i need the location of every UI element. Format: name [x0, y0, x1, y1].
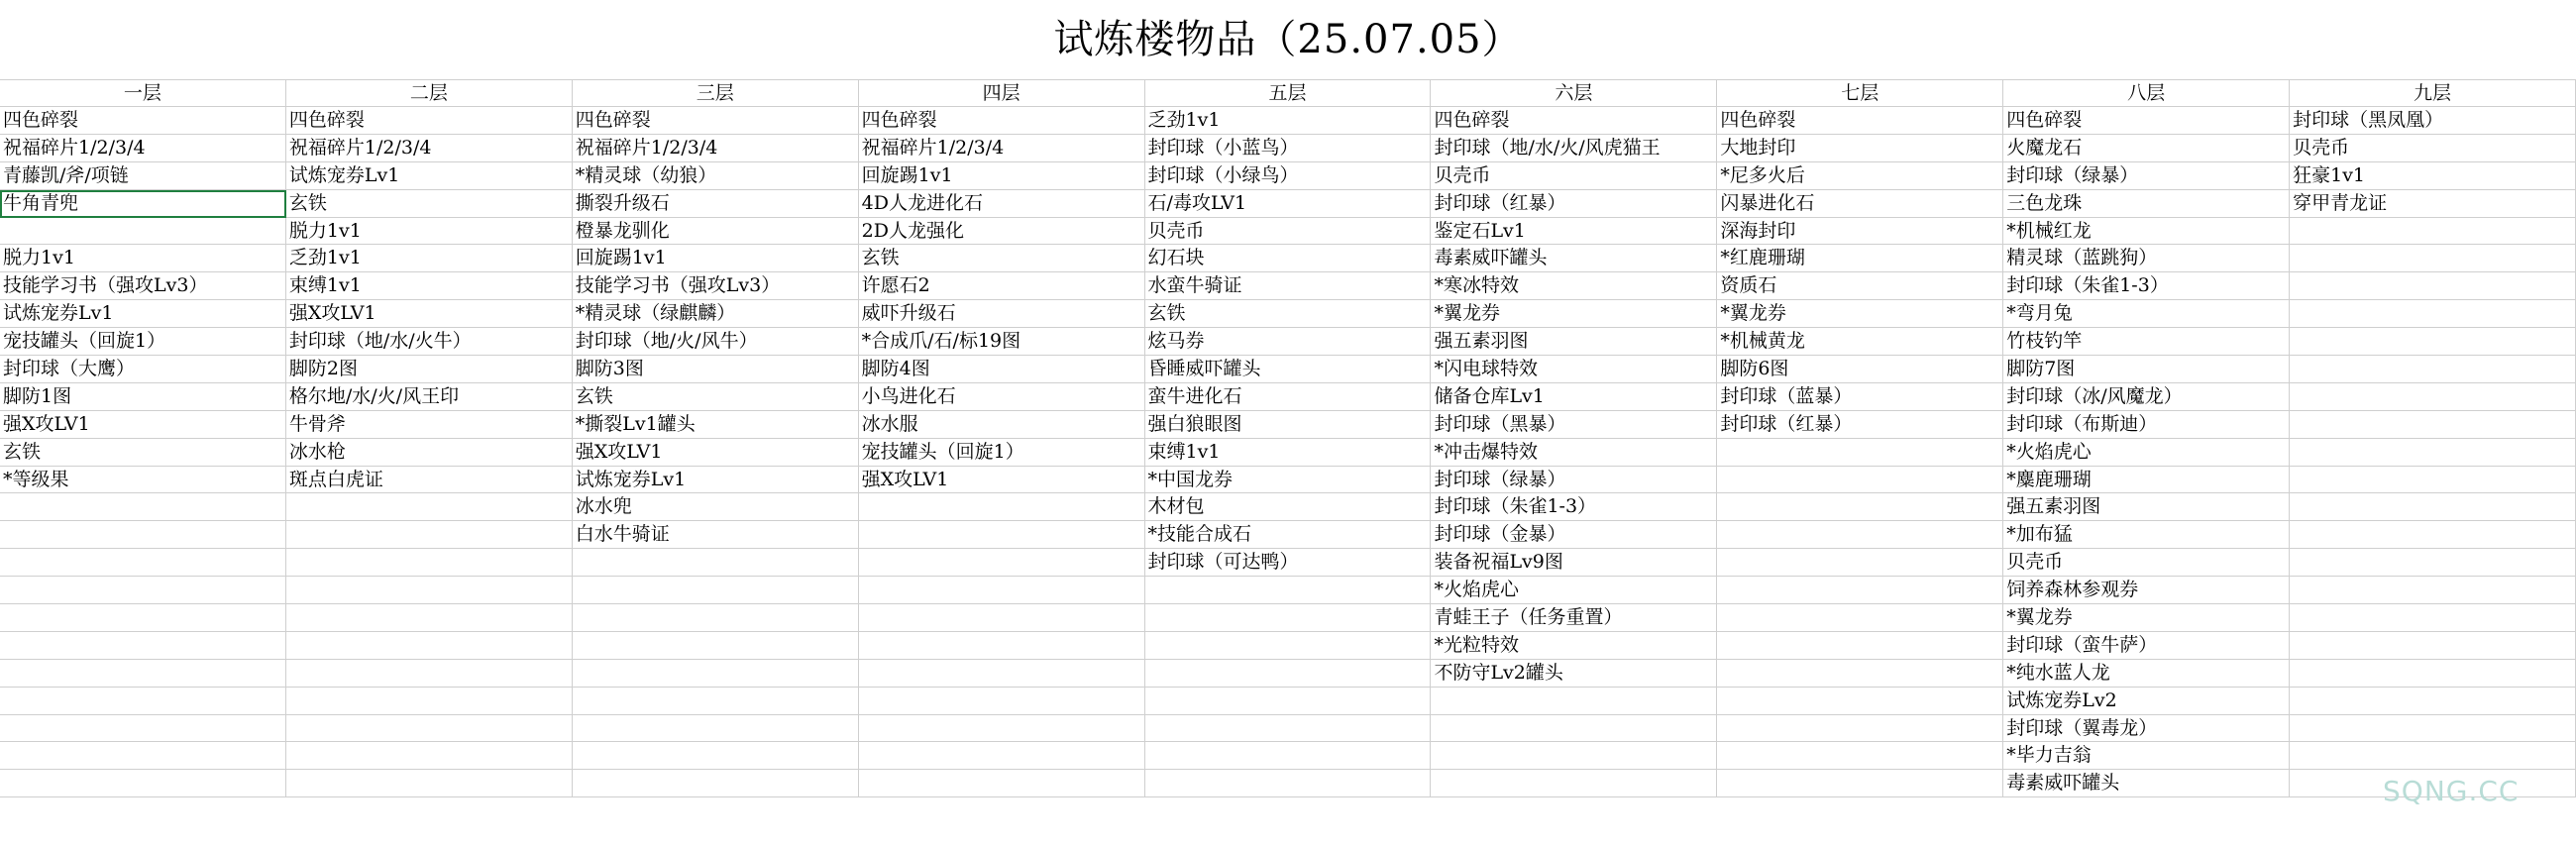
table-cell[interactable]: 贝壳币	[2003, 549, 2290, 577]
table-cell[interactable]: 强五素羽图	[2003, 493, 2290, 521]
table-cell[interactable]	[859, 688, 1145, 715]
table-cell[interactable]	[2290, 356, 2576, 383]
table-cell[interactable]	[573, 604, 859, 632]
table-cell[interactable]: 封印球（地/水/火牛）	[286, 328, 573, 356]
table-cell[interactable]	[573, 660, 859, 688]
table-cell[interactable]	[286, 715, 573, 743]
table-cell[interactable]	[573, 715, 859, 743]
table-cell[interactable]: 束缚1v1	[286, 272, 573, 300]
table-cell[interactable]: 幻石块	[1145, 245, 1432, 272]
table-cell[interactable]: 四色碎裂	[1717, 107, 2003, 135]
table-cell[interactable]: 封印球（蓝暴）	[1717, 383, 2003, 411]
table-cell[interactable]: 脚防1图	[0, 383, 286, 411]
column-header[interactable]: 八层	[2003, 79, 2290, 107]
table-cell[interactable]	[859, 493, 1145, 521]
table-cell[interactable]	[1717, 742, 2003, 770]
table-cell[interactable]: 四色碎裂	[859, 107, 1145, 135]
table-cell[interactable]: 2D人龙强化	[859, 218, 1145, 246]
table-cell[interactable]: 封印球（冰/风魔龙）	[2003, 383, 2290, 411]
table-cell[interactable]: 毒素威吓罐头	[1431, 245, 1717, 272]
table-cell[interactable]: *精灵球（幼狼）	[573, 162, 859, 190]
table-cell[interactable]: 封印球（绿暴）	[2003, 162, 2290, 190]
table-cell[interactable]: 水蛮牛骑证	[1145, 272, 1432, 300]
table-cell[interactable]: 贝壳币	[2290, 135, 2576, 162]
table-cell[interactable]	[1145, 770, 1432, 797]
table-cell[interactable]: 三色龙珠	[2003, 190, 2290, 218]
table-cell[interactable]: 回旋踢1v1	[859, 162, 1145, 190]
table-cell[interactable]	[1431, 770, 1717, 797]
table-cell[interactable]: 穿甲青龙证	[2290, 190, 2576, 218]
table-cell[interactable]: 冰水枪	[286, 439, 573, 467]
table-cell[interactable]: 试炼宠券Lv1	[0, 300, 286, 328]
table-cell[interactable]	[286, 660, 573, 688]
table-cell[interactable]: 封印球（大鹰）	[0, 356, 286, 383]
table-cell[interactable]	[286, 770, 573, 797]
table-cell[interactable]	[0, 549, 286, 577]
table-cell[interactable]: 封印球（黑凤凰）	[2290, 107, 2576, 135]
table-cell[interactable]	[859, 770, 1145, 797]
table-cell[interactable]	[0, 632, 286, 660]
table-cell[interactable]: 脚防6图	[1717, 356, 2003, 383]
table-cell[interactable]	[0, 688, 286, 715]
table-cell[interactable]	[2290, 660, 2576, 688]
table-cell[interactable]	[859, 632, 1145, 660]
table-cell[interactable]: 封印球（地/水/火/风虎猫王	[1431, 135, 1717, 162]
table-cell[interactable]: 玄铁	[859, 245, 1145, 272]
table-cell[interactable]	[1717, 467, 2003, 494]
table-cell[interactable]: 玄铁	[1145, 300, 1432, 328]
table-cell[interactable]: 技能学习书（强攻Lv3）	[573, 272, 859, 300]
table-cell[interactable]	[859, 742, 1145, 770]
table-cell[interactable]: 斑点白虎证	[286, 467, 573, 494]
table-cell[interactable]	[0, 493, 286, 521]
table-cell[interactable]: 封印球（布斯迪）	[2003, 411, 2290, 439]
table-cell[interactable]	[2290, 411, 2576, 439]
table-cell[interactable]	[1717, 632, 2003, 660]
table-cell[interactable]: 不防守Lv2罐头	[1431, 660, 1717, 688]
table-cell[interactable]: 封印球（翼毒龙）	[2003, 715, 2290, 743]
table-cell[interactable]: 强五素羽图	[1431, 328, 1717, 356]
table-cell[interactable]: 四色碎裂	[573, 107, 859, 135]
table-cell[interactable]	[286, 521, 573, 549]
table-cell[interactable]	[1431, 688, 1717, 715]
table-cell[interactable]: 玄铁	[0, 439, 286, 467]
table-cell[interactable]: *冲击爆特效	[1431, 439, 1717, 467]
table-cell[interactable]	[1717, 715, 2003, 743]
table-cell[interactable]	[859, 715, 1145, 743]
table-cell[interactable]	[1717, 660, 2003, 688]
table-cell[interactable]: 贝壳币	[1145, 218, 1432, 246]
table-cell[interactable]: *麋鹿珊瑚	[2003, 467, 2290, 494]
table-cell[interactable]	[2290, 521, 2576, 549]
table-cell[interactable]	[1145, 604, 1432, 632]
table-cell[interactable]	[1717, 770, 2003, 797]
table-cell[interactable]	[859, 549, 1145, 577]
table-cell[interactable]: 牛骨斧	[286, 411, 573, 439]
table-cell[interactable]: 封印球（绿暴）	[1431, 467, 1717, 494]
table-cell[interactable]: 木材包	[1145, 493, 1432, 521]
table-cell[interactable]: *寒冰特效	[1431, 272, 1717, 300]
table-cell[interactable]: 封印球（蛮牛萨）	[2003, 632, 2290, 660]
table-cell[interactable]	[2290, 383, 2576, 411]
table-cell[interactable]	[1717, 493, 2003, 521]
table-cell[interactable]: *火焰虎心	[1431, 577, 1717, 604]
table-cell[interactable]: 强X攻LV1	[0, 411, 286, 439]
table-cell[interactable]: *光粒特效	[1431, 632, 1717, 660]
table-cell[interactable]: 昏睡威吓罐头	[1145, 356, 1432, 383]
table-cell[interactable]	[286, 549, 573, 577]
table-cell[interactable]: 橙暴龙驯化	[573, 218, 859, 246]
item-table	[0, 79, 2576, 848]
table-cell[interactable]	[0, 742, 286, 770]
table-cell[interactable]	[2290, 742, 2576, 770]
table-cell[interactable]: *机械红龙	[2003, 218, 2290, 246]
table-cell[interactable]: 封印球（红暴）	[1717, 411, 2003, 439]
table-cell[interactable]	[2290, 577, 2576, 604]
column-header[interactable]: 六层	[1431, 79, 1717, 107]
table-cell[interactable]	[1717, 439, 2003, 467]
table-cell[interactable]: *加布猛	[2003, 521, 2290, 549]
table-cell[interactable]: *精灵球（绿麒麟）	[573, 300, 859, 328]
table-cell[interactable]: 撕裂升级石	[573, 190, 859, 218]
table-cell[interactable]: 祝福碎片1/2/3/4	[573, 135, 859, 162]
table-cell[interactable]: *翼龙券	[1717, 300, 2003, 328]
table-cell[interactable]	[2290, 245, 2576, 272]
table-cell[interactable]: *火焰虎心	[2003, 439, 2290, 467]
table-cell[interactable]: 技能学习书（强攻Lv3）	[0, 272, 286, 300]
table-cell[interactable]	[0, 604, 286, 632]
table-cell[interactable]	[1145, 742, 1432, 770]
table-cell[interactable]	[286, 632, 573, 660]
table-cell[interactable]: 脱力1v1	[286, 218, 573, 246]
table-cell[interactable]: 装备祝福Lv9图	[1431, 549, 1717, 577]
table-cell[interactable]: 狂豪1v1	[2290, 162, 2576, 190]
table-cell[interactable]: 炫马券	[1145, 328, 1432, 356]
table-cell[interactable]: 青蛙王子（任务重置）	[1431, 604, 1717, 632]
table-cell[interactable]	[573, 549, 859, 577]
table-cell[interactable]: 4D人龙进化石	[859, 190, 1145, 218]
table-cell[interactable]: *等级果	[0, 467, 286, 494]
table-cell[interactable]	[2290, 688, 2576, 715]
table-cell[interactable]: 试炼宠券Lv2	[2003, 688, 2290, 715]
table-cell[interactable]	[2290, 218, 2576, 246]
column-header[interactable]: 四层	[859, 79, 1145, 107]
table-cell[interactable]	[1717, 521, 2003, 549]
table-cell[interactable]: *合成爪/石/标19图	[859, 328, 1145, 356]
column-header[interactable]: 七层	[1717, 79, 2003, 107]
table-cell[interactable]	[2290, 272, 2576, 300]
table-cell[interactable]: *撕裂Lv1罐头	[573, 411, 859, 439]
table-cell[interactable]	[2290, 467, 2576, 494]
table-cell[interactable]: 封印球（小蓝鸟）	[1145, 135, 1432, 162]
table-cell[interactable]	[859, 577, 1145, 604]
table-cell[interactable]: *毕力吉翁	[2003, 742, 2290, 770]
table-cell[interactable]	[286, 688, 573, 715]
table-cell[interactable]: 脚防7图	[2003, 356, 2290, 383]
table-cell[interactable]	[859, 521, 1145, 549]
table-cell[interactable]: 回旋踢1v1	[573, 245, 859, 272]
table-cell[interactable]: 格尔地/水/火/风王印	[286, 383, 573, 411]
table-cell[interactable]: 许愿石2	[859, 272, 1145, 300]
table-cell[interactable]: 封印球（可达鸭）	[1145, 549, 1432, 577]
table-cell[interactable]: 祝福碎片1/2/3/4	[859, 135, 1145, 162]
column-header[interactable]: 一层	[0, 79, 286, 107]
table-cell[interactable]	[573, 770, 859, 797]
table-cell[interactable]: 脱力1v1	[0, 245, 286, 272]
table-cell[interactable]	[573, 632, 859, 660]
table-cell[interactable]: 强X攻LV1	[573, 439, 859, 467]
table-cell[interactable]: 封印球（地/火/风牛）	[573, 328, 859, 356]
table-cell[interactable]: 试炼宠券Lv1	[573, 467, 859, 494]
table-cell[interactable]	[1431, 742, 1717, 770]
table-cell[interactable]	[573, 688, 859, 715]
table-cell[interactable]: *闪电球特效	[1431, 356, 1717, 383]
table-cell[interactable]: *红鹿珊瑚	[1717, 245, 2003, 272]
table-cell[interactable]: 封印球（小绿鸟）	[1145, 162, 1432, 190]
table-cell[interactable]	[573, 577, 859, 604]
table-cell[interactable]: 乏劲1v1	[286, 245, 573, 272]
table-cell[interactable]	[286, 577, 573, 604]
table-cell[interactable]	[2290, 493, 2576, 521]
table-cell[interactable]: 封印球（黑暴）	[1431, 411, 1717, 439]
table-cell[interactable]	[286, 742, 573, 770]
page-title: 试炼楼物品（25.07.05）	[1053, 17, 1523, 62]
table-cell[interactable]: *弯月兔	[2003, 300, 2290, 328]
table-cell[interactable]: 鉴定石Lv1	[1431, 218, 1717, 246]
table-cell[interactable]: 大地封印	[1717, 135, 2003, 162]
table-cell[interactable]: 闪暴进化石	[1717, 190, 2003, 218]
table-cell[interactable]: 封印球（金暴）	[1431, 521, 1717, 549]
table-cell[interactable]: 威吓升级石	[859, 300, 1145, 328]
table-cell[interactable]	[1717, 604, 2003, 632]
table-cell[interactable]: 深海封印	[1717, 218, 2003, 246]
table-cell[interactable]: 石/毒攻LV1	[1145, 190, 1432, 218]
table-cell[interactable]: 试炼宠券Lv1	[286, 162, 573, 190]
table-cell[interactable]	[0, 218, 286, 246]
table-cell[interactable]: 封印球（红暴）	[1431, 190, 1717, 218]
table-cell[interactable]	[0, 577, 286, 604]
column-header[interactable]: 三层	[573, 79, 859, 107]
table-cell[interactable]	[1145, 688, 1432, 715]
table-cell[interactable]: *翼龙券	[1431, 300, 1717, 328]
table-cell[interactable]	[286, 604, 573, 632]
table-cell[interactable]	[1145, 660, 1432, 688]
table-cell[interactable]	[0, 660, 286, 688]
table-cell[interactable]: 四色碎裂	[1431, 107, 1717, 135]
table-cell[interactable]	[1717, 549, 2003, 577]
table-cell[interactable]: 玄铁	[573, 383, 859, 411]
table-cell[interactable]: 束缚1v1	[1145, 439, 1432, 467]
table-cell[interactable]: *技能合成石	[1145, 521, 1432, 549]
table-cell[interactable]: 竹枝钓竿	[2003, 328, 2290, 356]
table-cell[interactable]: *纯水蓝人龙	[2003, 660, 2290, 688]
table-cell[interactable]	[2290, 715, 2576, 743]
table-cell[interactable]: 四色碎裂	[286, 107, 573, 135]
column-header[interactable]: 九层	[2290, 79, 2576, 107]
table-cell[interactable]: 宠技罐头（回旋1）	[0, 328, 286, 356]
table-cell[interactable]	[859, 660, 1145, 688]
table-cell[interactable]: 强X攻LV1	[286, 300, 573, 328]
table-cell[interactable]: 祝福碎片1/2/3/4	[0, 135, 286, 162]
table-cell[interactable]: 四色碎裂	[0, 107, 286, 135]
table-cell[interactable]: 小鸟进化石	[859, 383, 1145, 411]
table-cell[interactable]	[0, 715, 286, 743]
table-cell[interactable]: 强白狼眼图	[1145, 411, 1432, 439]
table-cell[interactable]	[1431, 715, 1717, 743]
table-cell[interactable]: 脚防3图	[573, 356, 859, 383]
table-cell[interactable]: 封印球（朱雀1-3）	[1431, 493, 1717, 521]
table-cell[interactable]	[1145, 715, 1432, 743]
table-cell[interactable]: *机械黄龙	[1717, 328, 2003, 356]
table-cell[interactable]	[1145, 577, 1432, 604]
table-cell[interactable]: 贝壳币	[1431, 162, 1717, 190]
table-cell[interactable]: 脚防4图	[859, 356, 1145, 383]
table-cell[interactable]: 四色碎裂	[2003, 107, 2290, 135]
table-cell[interactable]: 饲养森林参观券	[2003, 577, 2290, 604]
table-cell[interactable]: 毒素威吓罐头	[2003, 770, 2290, 797]
table-cell[interactable]: *翼龙券	[2003, 604, 2290, 632]
table-cell[interactable]	[573, 742, 859, 770]
watermark: SQNG.CC	[2383, 775, 2520, 807]
table-cell[interactable]: 火魔龙石	[2003, 135, 2290, 162]
table-cell[interactable]	[2290, 549, 2576, 577]
table-cell[interactable]: 冰水服	[859, 411, 1145, 439]
table-cell[interactable]	[2290, 439, 2576, 467]
table-cell[interactable]	[1145, 632, 1432, 660]
table-cell[interactable]	[859, 604, 1145, 632]
table-cell[interactable]: *尼多火后	[1717, 162, 2003, 190]
table-cell[interactable]: 宠技罐头（回旋1）	[859, 439, 1145, 467]
table-cell[interactable]	[0, 521, 286, 549]
column-header[interactable]: 二层	[286, 79, 573, 107]
table-cell[interactable]: 玄铁	[286, 190, 573, 218]
table-cell[interactable]: 封印球（朱雀1-3）	[2003, 272, 2290, 300]
selected-cell[interactable]: 牛角青兜	[0, 190, 286, 218]
table-cell[interactable]: 储备仓库Lv1	[1431, 383, 1717, 411]
column-header[interactable]: 五层	[1145, 79, 1432, 107]
table-cell[interactable]	[286, 493, 573, 521]
table-cell[interactable]: *中国龙券	[1145, 467, 1432, 494]
table-cell[interactable]	[2290, 632, 2576, 660]
table-cell[interactable]	[2290, 604, 2576, 632]
table-cell[interactable]	[0, 770, 286, 797]
table-cell[interactable]: 资质石	[1717, 272, 2003, 300]
table-cell[interactable]: 冰水兜	[573, 493, 859, 521]
table-cell[interactable]: 强X攻LV1	[859, 467, 1145, 494]
table-cell[interactable]	[2290, 328, 2576, 356]
table-cell[interactable]: 白水牛骑证	[573, 521, 859, 549]
table-cell[interactable]: 精灵球（蓝跳狗）	[2003, 245, 2290, 272]
table-cell[interactable]: 脚防2图	[286, 356, 573, 383]
table-cell[interactable]: 蛮牛进化石	[1145, 383, 1432, 411]
table-cell[interactable]	[1717, 688, 2003, 715]
table-cell[interactable]: 乏劲1v1	[1145, 107, 1432, 135]
table-cell[interactable]: 祝福碎片1/2/3/4	[286, 135, 573, 162]
table-cell[interactable]	[1717, 577, 2003, 604]
table-cell[interactable]: 青藤凯/斧/项链	[0, 162, 286, 190]
table-cell[interactable]	[2290, 300, 2576, 328]
